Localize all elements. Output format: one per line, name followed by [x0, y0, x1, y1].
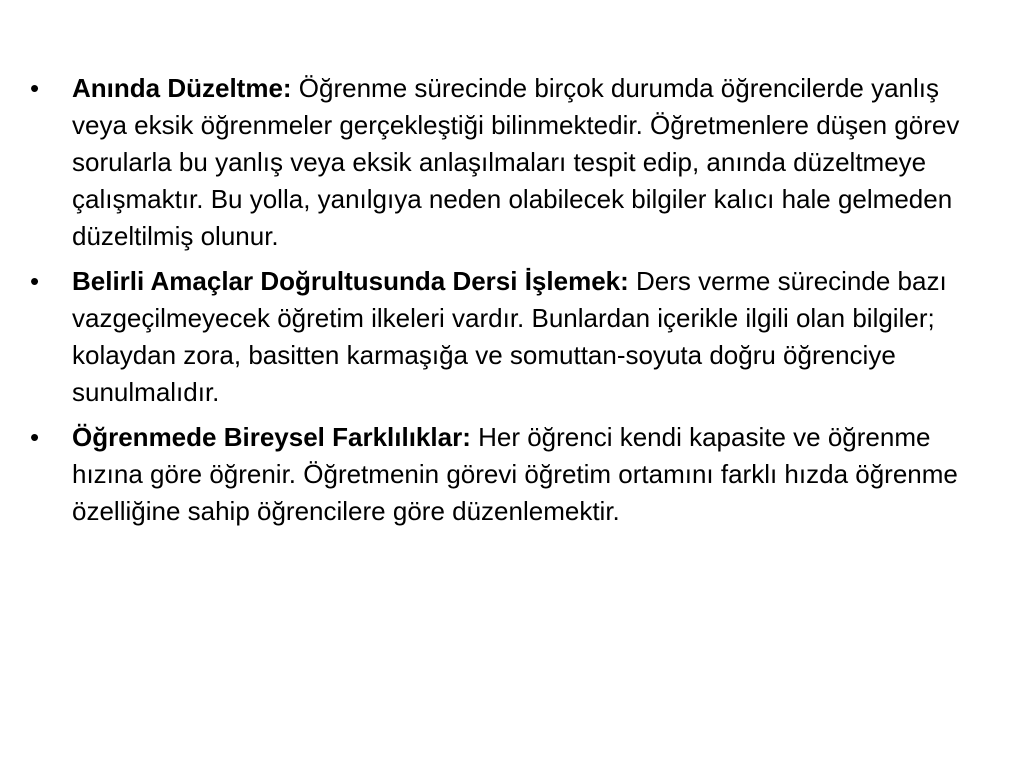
bullet-item-belirli-amaclar — [30, 263, 990, 411]
bullet-text: Öğrenme sürecinde birçok durumda öğrencilerde yanlış veya eksik öğrenmeler gerçekleştiği bilinmektedir. Öğretmenlere düşen görev sorularla bu yanlış veya eksik anlaşılmaları tespit edip, anında düzeltmeye çalışmaktır. Bu yolla, yanılgıya neden olabilecek bilgiler kalıcı hale gelmeden düzeltilmiş olunur. — [72, 73, 960, 251]
bullet-text: Ders verme sürecinde bazı vazgeçilmeyecek öğretim ilkeleri vardır. Bunlardan içerikle ilgili olan bilgiler; kolaydan zora, basitten karmaşığa ve somuttan-soyuta doğru öğrenciye sunulmalıdır. — [72, 266, 947, 407]
bullet-marker: • — [30, 73, 40, 103]
bullet-text: Her öğrenci kendi kapasite ve öğrenme hızına göre öğrenir. Öğretmenin görevi öğretim ortamını farklı hızda öğrenme özelliğine sahip öğrencilere göre düzenlemektir. — [72, 422, 958, 526]
bullet-title: Öğrenmede Bireysel Farklılıklar: — [72, 422, 479, 452]
bullet-item-aninda-duzeltme — [30, 70, 990, 255]
bullet-list — [30, 70, 990, 538]
bullet-title: Belirli Amaçlar Doğrultusunda Dersi İşlemek: — [72, 266, 636, 296]
bullet-title: Anında Düzeltme: — [72, 73, 299, 103]
bullet-item-bireysel-farkliliklar — [30, 419, 990, 530]
bullet-marker: • — [30, 266, 40, 296]
bullet-marker: • — [30, 422, 40, 452]
